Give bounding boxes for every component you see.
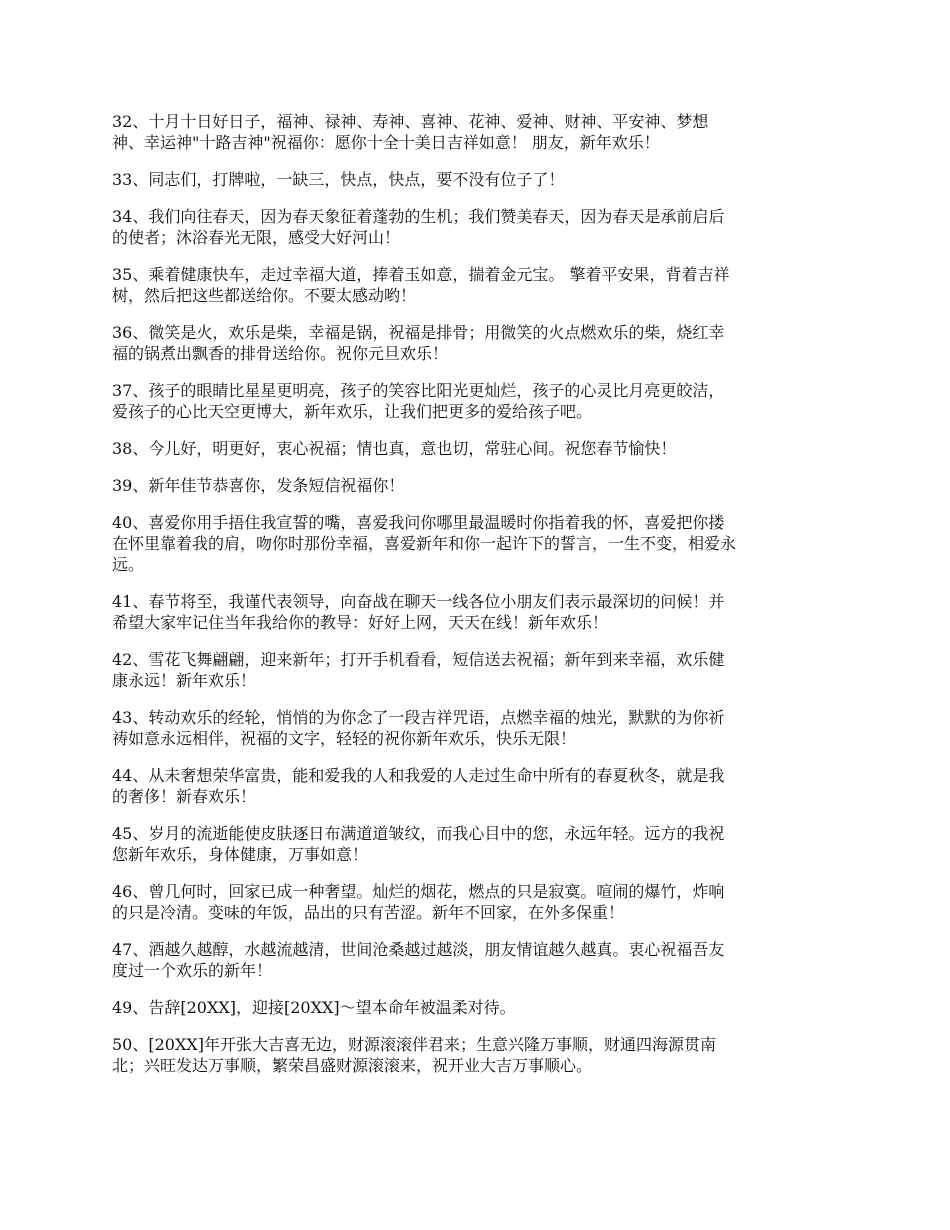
paragraph-50: 50、[20XX]年开张大吉喜无边，财源滚滚伴君来；生意兴隆万事顺，财通四海源贯南 北；兴旺发达万事顺，繁荣昌盛财源滚滚来，祝开业大吉万事顺心。 [112,1035,716,1075]
paragraph-33: 33、同志们，打牌啦，一缺三，快点，快点，要不没有位子了！ [112,170,565,189]
paragraph-32: 32、十月十日好日子，福神、禄神、寿神、喜神、花神、爱神、财神、平安神、梦想 神、幸运神"十路吉神"祝福你：愿你十全十美日吉祥如意！ 朋友，新年欢乐！ [112,112,709,152]
paragraph-46: 46、曾几何时，回家已成一种奢望。灿烂的烟花，燃点的只是寂寞。喧闹的爆竹，炸响 的只是冷清。变味的年饭，品出的只有苦涩。新年不回家，在外多保重！ [112,882,725,922]
paragraph-45: 45、岁月的流逝能使皮肤逐日布满道道皱纹，而我心目中的您，永远年轻。远方的我祝 您新年欢乐，身体健康，万事如意！ [112,824,725,864]
paragraph-34: 34、我们向往春天，因为春天象征着蓬勃的生机；我们赞美春天，因为春天是承前启后 的使者；沐浴春光无限，感受大好河山！ [112,207,725,247]
paragraph-36: 36、微笑是火，欢乐是柴，幸福是锅，祝福是排骨；用微笑的火点燃欢乐的柴，烧红幸 福的锅煮出飘香的排骨送给你。祝你元旦欢乐！ [112,323,725,363]
paragraph-40: 40、喜爱你用手捂住我宣誓的嘴，喜爱我问你哪里最温暖时你指着我的怀，喜爱把你搂 在怀里靠着我的肩，吻你时那份幸福，喜爱新年和你一起许下的誓言，一生不变，相爱永 远。 [112,513,737,574]
document-body [112,111,828,1092]
paragraph-43: 43、转动欢乐的经轮，悄悄的为你念了一段吉祥咒语，点燃幸福的烛光，默默的为你祈 祷如意永远相伴，祝福的文字，轻轻的祝你新年欢乐，快乐无限！ [112,708,725,748]
paragraph-47: 47、酒越久越醇，水越流越清，世间沧桑越过越淡，朋友情谊越久越真。衷心祝福吾友 度过一个欢乐的新年！ [112,940,725,980]
paragraph-38: 38、今儿好，明更好，衷心祝福；情也真，意也切，常驻心间。祝您春节愉快！ [112,439,677,458]
paragraph-39: 39、新年佳节恭喜你，发条短信祝福你！ [112,476,405,495]
paragraph-37: 37、孩子的眼睛比星星更明亮，孩子的笑容比阳光更灿烂，孩子的心灵比月亮更皎洁， 爱孩子的心比天空更博大，新年欢乐，让我们把更多的爱给孩子吧。 [112,381,725,421]
paragraph-49: 49、告辞[20XX]，迎接[20XX]～望本命年被温柔对待。 [112,998,516,1017]
paragraph-41: 41、春节将至，我谨代表领导，向奋战在聊天一线各位小朋友们表示最深切的问候！并 希望大家牢记住当年我给你的教导：好好上网，天天在线！新年欢乐！ [112,592,725,632]
paragraph-44: 44、从未奢想荣华富贵，能和爱我的人和我爱的人走过生命中所有的春夏秋冬，就是我 的奢侈！新春欢乐！ [112,766,725,806]
paragraph-42: 42、雪花飞舞翩翩，迎来新年；打开手机看看，短信送去祝福；新年到来幸福，欢乐健 康永远！新年欢乐！ [112,650,725,690]
paragraph-35: 35、乘着健康快车，走过幸福大道，捧着玉如意，揣着金元宝。 擎着平安果，背着吉祥 树，然后把这些都送给你。不要太感动哟！ [112,265,730,305]
